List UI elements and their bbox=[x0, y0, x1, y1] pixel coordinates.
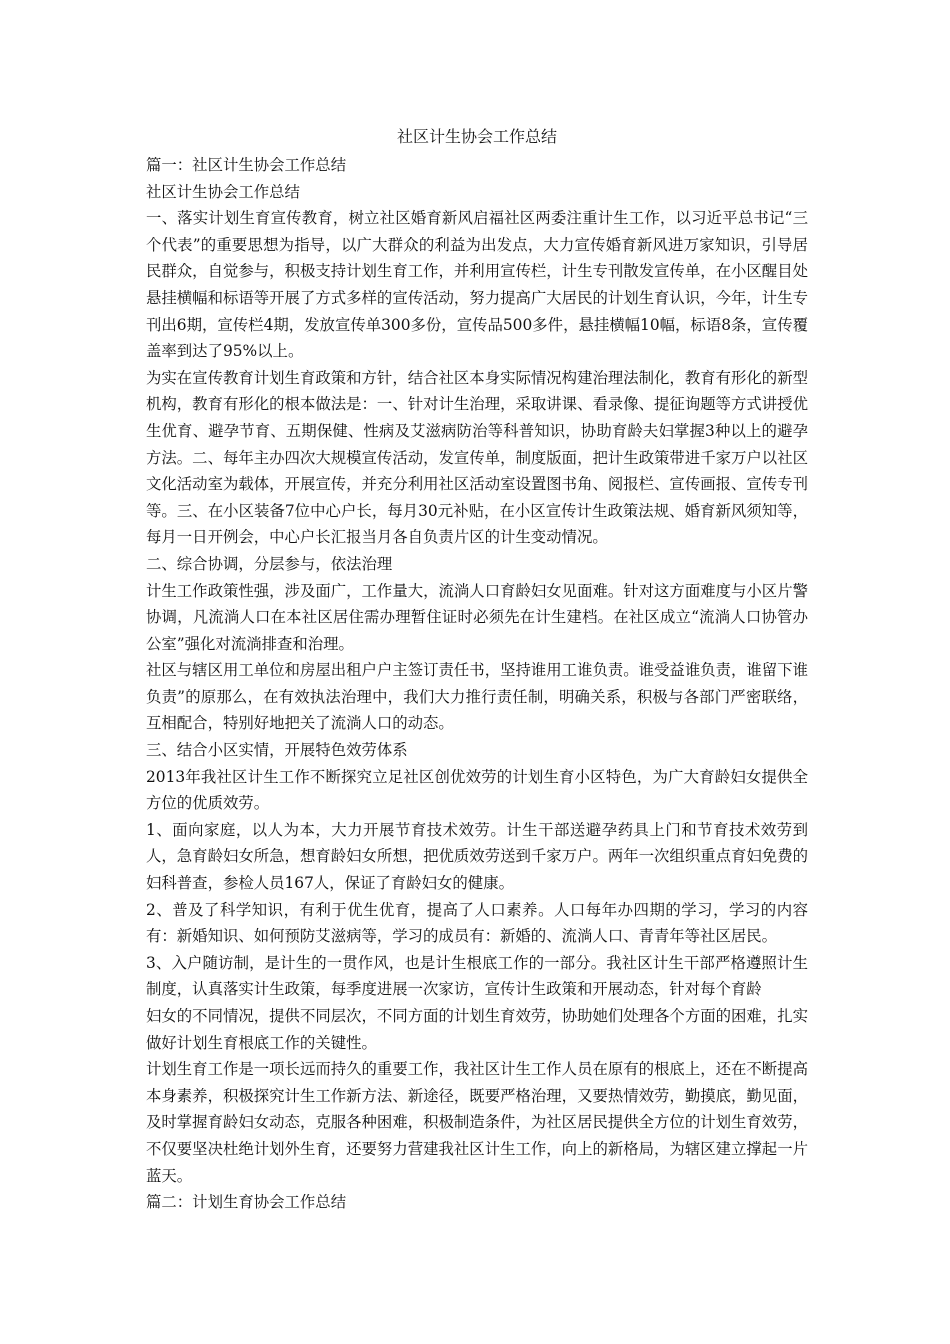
paragraph-conclusion: 计划生育工作是一项长远而持久的重要工作，我社区计生工作人员在原有的根底上，还在不断提高本身素养，积极探究计生工作新方法、新途径，既要严格治理，又要热情效劳，勤摸底，勤见面，及时掌握育龄妇女动态，克服各种困难，积极制造条件，为社区居民提供全方位的计划生育效劳，不仅要坚决杜绝计划外生育，还要努力营建我社区计生工作，向上的新格局，为辖区建立撑起一片蓝天。 bbox=[146, 1060, 808, 1185]
paragraph-section-heading-2: 篇二：计划生育协会工作总结 bbox=[146, 1193, 347, 1212]
paragraph-2013: 2013年我社区计生工作不断探究立足社区创优效劳的计划生育小区特色，为广大育龄妇女提供全方位的优质效劳。 bbox=[146, 767, 808, 813]
paragraph-item-2: 2、普及了科学知识，有利于优生优育，提高了人口素养。人口每年办四期的学习，学习的内容有：新婚知识、如何预防艾滋病等，学习的成员有：新婚的、流淌人口、青青年等社区居民。 bbox=[146, 900, 808, 946]
paragraph-propaganda: 一、落实计划生育宣传教育，树立社区婚育新风启福社区两委注重计生工作，以习近平总书记“三个代表”的重要思想为指导，以广大群众的利益为出发点，大力宣传婚育新风进万家知识，引导居民群众，自觉参与，积极支持计划生育工作，并利用宣传栏，计生专刊散发宣传单，在小区醒目处悬挂横幅和标语等开展了方式多样的宣传活动，努力提高广大居民的计划生育认识，今年，计生专刊出6期，宣传栏4期，发放宣传单300多份，宣传品500多件，悬挂横幅10幅，标语8条，宣传覆盖率到达了95%以上。 bbox=[146, 209, 808, 361]
paragraph-responsibility: 社区与辖区用工单位和房屋出租户户主签订责任书，坚持谁用工谁负责。谁受益谁负责，谁留下谁负责”的原那么，在有效执法治理中，我们大力推行责任制，明确关系，积极与各部门严密联络，互相配合，特别好地把关了流淌人口的动态。 bbox=[146, 661, 808, 733]
document-title: 社区计生协会工作总结 bbox=[396, 127, 557, 146]
paragraph-heading-coordination: 二、综合协调，分层参与，依法治理 bbox=[146, 554, 393, 573]
paragraph-floating-population: 计生工作政策性强，涉及面广，工作量大，流淌人口育龄妇女见面难。针对这方面难度与小区片警协调，凡流淌人口在本社区居住需办理暂住证时必须先在计生建档。在社区成立“流淌人口协管办公室”强化对流淌排查和治理。 bbox=[146, 581, 808, 653]
paragraph-item-1: 1、面向家庭，以人为本，大力开展节育技术效劳。计生干部送避孕药具上门和节育技术效劳到人，急育龄妇女所急，想育龄妇女所想，把优质效劳送到千家万户。两年一次组织重点育妇免费的妇科普查，参检人员167人，保证了育龄妇女的健康。 bbox=[146, 820, 808, 893]
paragraph-item-3: 3、入户随访制，是计生的一贯作风，也是计生根底工作的一部分。我社区计生干部严格遵照计生制度，认真落实计生政策，每季度进展一次家访，宣传计生政策和开展动态，针对每个育龄 bbox=[146, 953, 808, 999]
document-page bbox=[146, 124, 808, 1216]
paragraph-subtitle: 社区计生协会工作总结 bbox=[146, 182, 300, 201]
paragraph-item-3-continued: 妇女的不同情况，提供不同层次，不同方面的计划生育效劳，协助她们处理各个方面的困难，扎实做好计划生育根底工作的关键性。 bbox=[146, 1007, 808, 1052]
paragraph-education: 为实在宣传教育计划生育政策和方针，结合社区本身实际情况构建治理法制化，教育有形化的新型机构，教育有形化的根本做法是：一、针对计生治理，采取讲课、看录像、提征询题等方式讲授优生优育、避孕节育、五期保健、性病及艾滋病防治等科普知识，协助育龄夫妇掌握3种以上的避孕方法。二、每年主办四次大规模宣传活动，发宣传单，制度版面，把计生政策带进千家万户以社区文化活动室为载体，开展宣传，并充分利用社区活动室设置图书角、阅报栏、宣传画报、宣传专刊等。三、在小区装备7位中心户长，每月30元补贴，在小区宣传计生政策法规、婚育新风须知等，每月一日开例会，中心户长汇报当月各自负责片区的计生变动情况。 bbox=[146, 368, 808, 547]
paragraph-heading-services: 三、结合小区实情，开展特色效劳体系 bbox=[146, 741, 408, 760]
paragraph-section-heading-1: 篇一：社区计生协会工作总结 bbox=[146, 156, 347, 174]
